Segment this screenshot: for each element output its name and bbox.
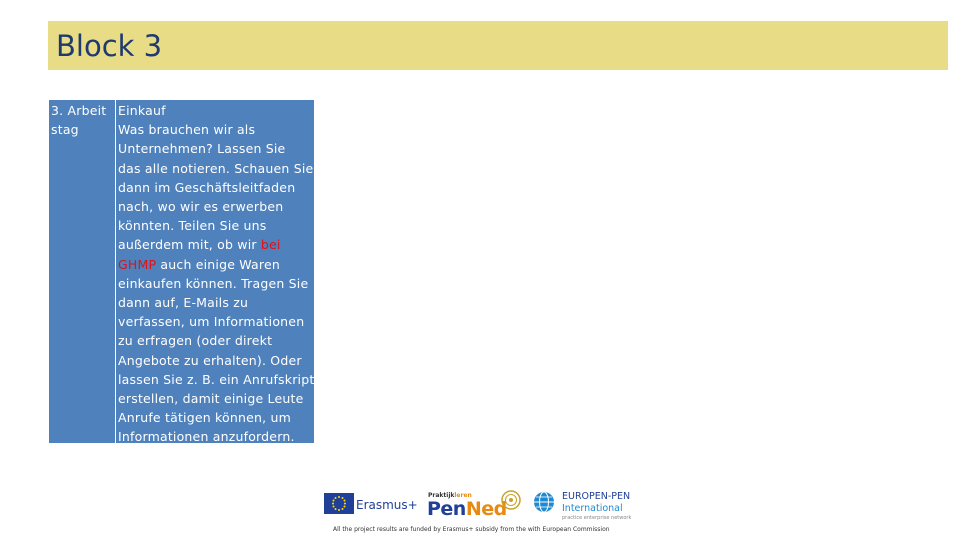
- description-line: das alle notieren. Schauen Sie: [118, 160, 314, 176]
- europen-subtitle: International: [562, 503, 623, 514]
- description-line: dann auf, E-Mails zu: [118, 295, 249, 311]
- day-label-cell: 3. Arbeitstag: [51, 103, 107, 138]
- description-line: Informationen anzufordern.: [118, 429, 295, 445]
- erasmus-logo-text: Erasmus+: [356, 498, 418, 512]
- description-line: Angebote zu erhalten). Oder: [118, 352, 302, 368]
- description-line: [118, 255, 313, 274]
- description-line: lassen Sie z. B. ein Anrufskript: [118, 371, 315, 387]
- description-line: dann im Geschäftsleitfaden: [118, 179, 296, 195]
- description-text: auch einige Waren: [156, 256, 280, 272]
- title-bar: [48, 21, 948, 70]
- description-text: außerdem mit, ob wir: [118, 237, 261, 253]
- description-line: Anrufe tätigen können, um: [118, 410, 291, 426]
- task-description-cell: [118, 101, 313, 447]
- description-line: Was brauchen wir als: [118, 122, 256, 138]
- penned-tagline: Praktijkleren: [428, 492, 472, 499]
- seal-icon: [501, 490, 521, 510]
- eu-flag-icon: [324, 493, 354, 514]
- column-divider: [115, 100, 116, 443]
- description-line: erstellen, damit einige Leute: [118, 391, 304, 407]
- highlighted-text: bei: [260, 237, 281, 253]
- slide-title: Block 3: [56, 29, 163, 63]
- europen-tagline: practice enterprise network: [562, 515, 632, 521]
- description-line: könnten. Teilen Sie uns: [118, 218, 267, 234]
- description-line: verfassen, um Informationen: [118, 314, 305, 330]
- description-line: nach, wo wir es erwerben: [118, 199, 284, 215]
- penned-logo-text: PenNed: [427, 498, 507, 520]
- description-line: zu erfragen (oder direkt: [118, 333, 273, 349]
- description-line: einkaufen können. Tragen Sie: [118, 275, 309, 291]
- description-line: Unternehmen? Lassen Sie: [118, 141, 286, 157]
- content-table: [49, 100, 314, 443]
- funding-note: All the project results are funded by Erasmus+ subsidy from the with European Commission: [333, 526, 610, 533]
- footer-logos: [324, 488, 634, 524]
- globe-icon: [533, 491, 555, 513]
- highlighted-text: GHMP: [118, 256, 157, 272]
- europen-title: EUROPEN-PEN: [562, 491, 631, 502]
- description-line: Einkauf: [118, 103, 166, 118]
- description-line: [118, 235, 313, 254]
